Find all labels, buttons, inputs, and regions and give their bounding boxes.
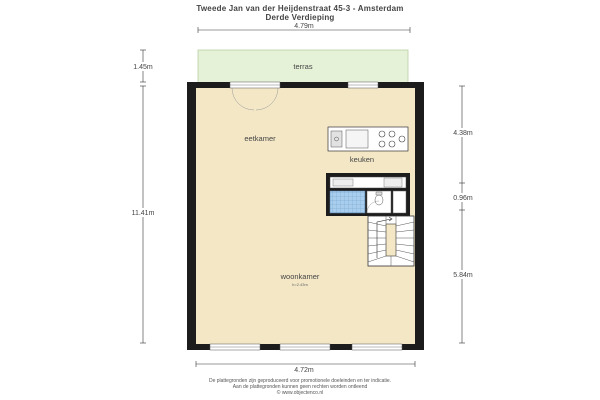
floor-name: Derde Verdieping xyxy=(265,13,335,22)
terrace-depth-label: 1.45m xyxy=(133,64,153,71)
living-room-label: woonkamer xyxy=(280,272,320,281)
disclaimer-line-1: De plattegronden zijn geproduceerd voor promotionele doeleinden en ter indicatie. xyxy=(208,378,392,384)
bottom-width-label: 4.72m xyxy=(294,367,314,374)
plan-title: Tweede Jan van der Heijdenstraat 45-3 - Amsterdam xyxy=(196,4,404,13)
ceiling-height-label: h=2.43m xyxy=(292,282,308,287)
dining-label: eetkamer xyxy=(244,134,276,143)
copyright-line: © www.objectenco.nl xyxy=(276,390,324,396)
top-width-label: 4.79m xyxy=(294,23,314,30)
bathroom xyxy=(326,173,410,216)
kitchen-label: keuken xyxy=(349,155,375,164)
right-dim-2-label: 0.96m xyxy=(453,195,473,202)
terrace-label: terras xyxy=(293,62,313,71)
left-dimension-lines xyxy=(140,50,146,343)
right-dim-3-label: 5.84m xyxy=(453,272,473,279)
right-dim-1-label: 4.38m xyxy=(453,130,473,137)
staircase xyxy=(368,216,414,266)
disclaimer-line-2: Aan de plattegronden kunnen geen rechten worden ontleend xyxy=(232,384,368,390)
right-dimension-lines xyxy=(459,86,465,343)
total-depth-label: 11.41m xyxy=(131,210,155,217)
kitchen-counter xyxy=(328,127,408,151)
